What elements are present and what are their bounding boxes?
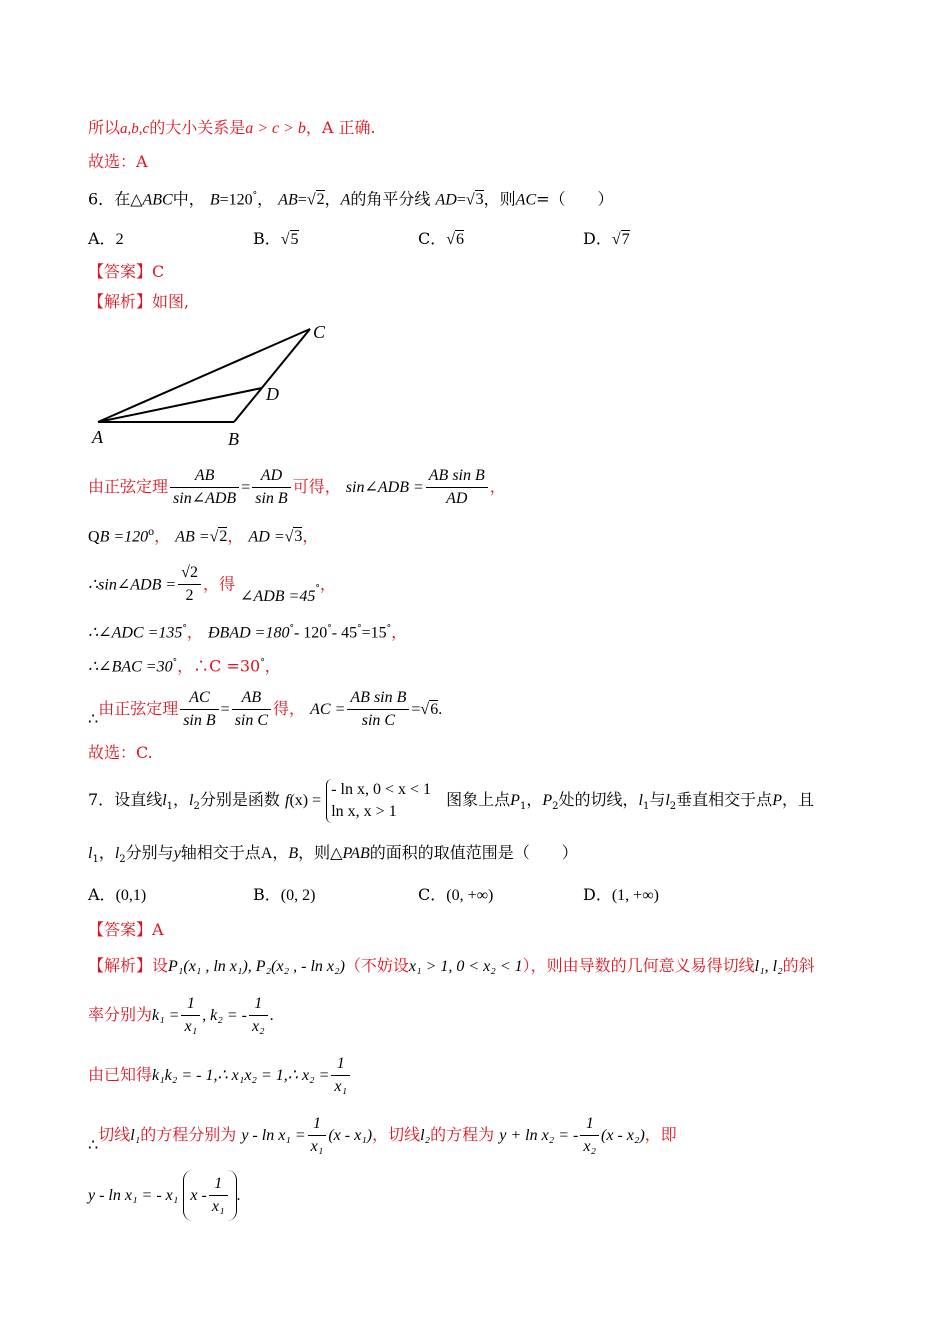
q6-stem: 6．在△ABC中， B=120°， AB=√2，A的角平分线 AD=√3，则AC=（ ） bbox=[88, 189, 614, 209]
q7-solution-3: 由已知得k₁k₂ = - 1,∴ x₁x₂ = 1,∴ x₂ = $\frac{1}{\text{x₁}}$ bbox=[88, 1050, 352, 1101]
q7-option-b[interactable]: B．(0, 2) bbox=[253, 885, 316, 904]
label-a: A bbox=[92, 427, 103, 447]
paren-group: x - $\frac{1}{\text{x₁}}$ bbox=[183, 1170, 236, 1221]
q6-solution-6: ∴由正弦定理 $\frac{AC}{\text{sin B}}$ = $\frac{AB}{\text{sin C}}$ 得， AC = $\frac{\text{AB sin B}}{\text{sin C}}$ =√6. bbox=[88, 689, 443, 729]
q6-option-d[interactable]: D．√7 bbox=[583, 229, 630, 248]
q6-solution-4: ∴∠ADC =135°， ÐBAD =180°- 120°- 45°=15°， bbox=[88, 622, 408, 642]
label-b: B bbox=[228, 429, 239, 449]
q7-option-d[interactable]: D．(1, +∞) bbox=[583, 885, 659, 904]
q6-option-a[interactable]: A．2 bbox=[88, 229, 124, 248]
prev-choose: 故选：A bbox=[88, 152, 148, 171]
q7-option-a[interactable]: A．(0,1) bbox=[88, 885, 147, 904]
q6-option-c[interactable]: C．√6 bbox=[418, 229, 465, 248]
q7-solution-5: y - ln x₁ = - x₁ x - $\frac{1}{\text{x₁}}$ . bbox=[88, 1170, 241, 1221]
q7-stem-line2: $l_1$，$l_2$分别与y轴相交于点A，B，则△PAB的面积的取值范围是（ ） bbox=[88, 843, 578, 865]
label-c: C bbox=[313, 322, 326, 342]
q6-solution-3: ∴sin∠ADB = $\frac{√2}{2}$ ，得 ∠ADB =45°， bbox=[88, 564, 336, 606]
side-ac bbox=[98, 329, 310, 422]
q6-choose: 故选：C. bbox=[88, 743, 153, 762]
label-d: D bbox=[266, 384, 279, 404]
q7-solution-4: ∴切线l₁的方程分别为 y - ln x₁ = $\frac{1}{\text{x₁}}$ (x - x₁)，切线l₂的方程为 y + ln x₂ = - $\frac{1}{\text{x₂}}$ (x - x₂)，即 bbox=[88, 1115, 677, 1155]
q6-analysis-intro: 【解析】如图, bbox=[88, 292, 190, 311]
q7-answer: 【答案】A bbox=[88, 920, 164, 939]
piecewise-function: - ln x, 0 < x < 1 ln x, x > 1 bbox=[326, 779, 431, 823]
triangle-figure bbox=[88, 318, 348, 456]
side-bc bbox=[234, 329, 310, 422]
q6-option-b[interactable]: B．√5 bbox=[253, 229, 299, 248]
prev-conclusion: 所以a,b,c的大小关系是a > c > b，A 正确. bbox=[88, 118, 376, 137]
q7-option-c[interactable]: C．(0, +∞) bbox=[418, 885, 494, 904]
q6-answer: 【答案】C bbox=[88, 262, 165, 281]
q7-solution-2: 率分别为k₁ = $\frac{1}{\text{x₁}}$ , k₂ = - $\frac{1}{\text{x₂}}$ . bbox=[88, 995, 274, 1035]
q6-solution-2: QB $=120^o$， AB =√2， AD =√3， bbox=[88, 526, 319, 546]
q6-solution-1: 由正弦定理 $\frac{AB}{\text{sin∠ADB}}$ = $\frac{AD}{\text{sin B}}$ 可得， sin∠ADB = $\frac{\text{AB sin B}}{AD}$ ， bbox=[88, 467, 506, 507]
q6-solution-5: ∴∠BAC =30°，∴C =30°， bbox=[88, 656, 281, 676]
q7-stem-line1: 7．设直线$l_1$，$l_2$分别是函数 f(x) = - ln x, 0 < x < 1 ln x, x > 1 图象上点$P_1$，$P_2$处的切线，$l_1$与$l_2$垂直相交于点P，且 bbox=[88, 770, 814, 837]
q7-solution-1: 【解析】设P₁(x₁ , ln x₁), P₂(x₂ , - ln x₂)（不妨设x₁ > 1, 0 < x₂ < 1），则由导数的几何意义易得切线l₁, l₂的斜 bbox=[88, 956, 815, 975]
